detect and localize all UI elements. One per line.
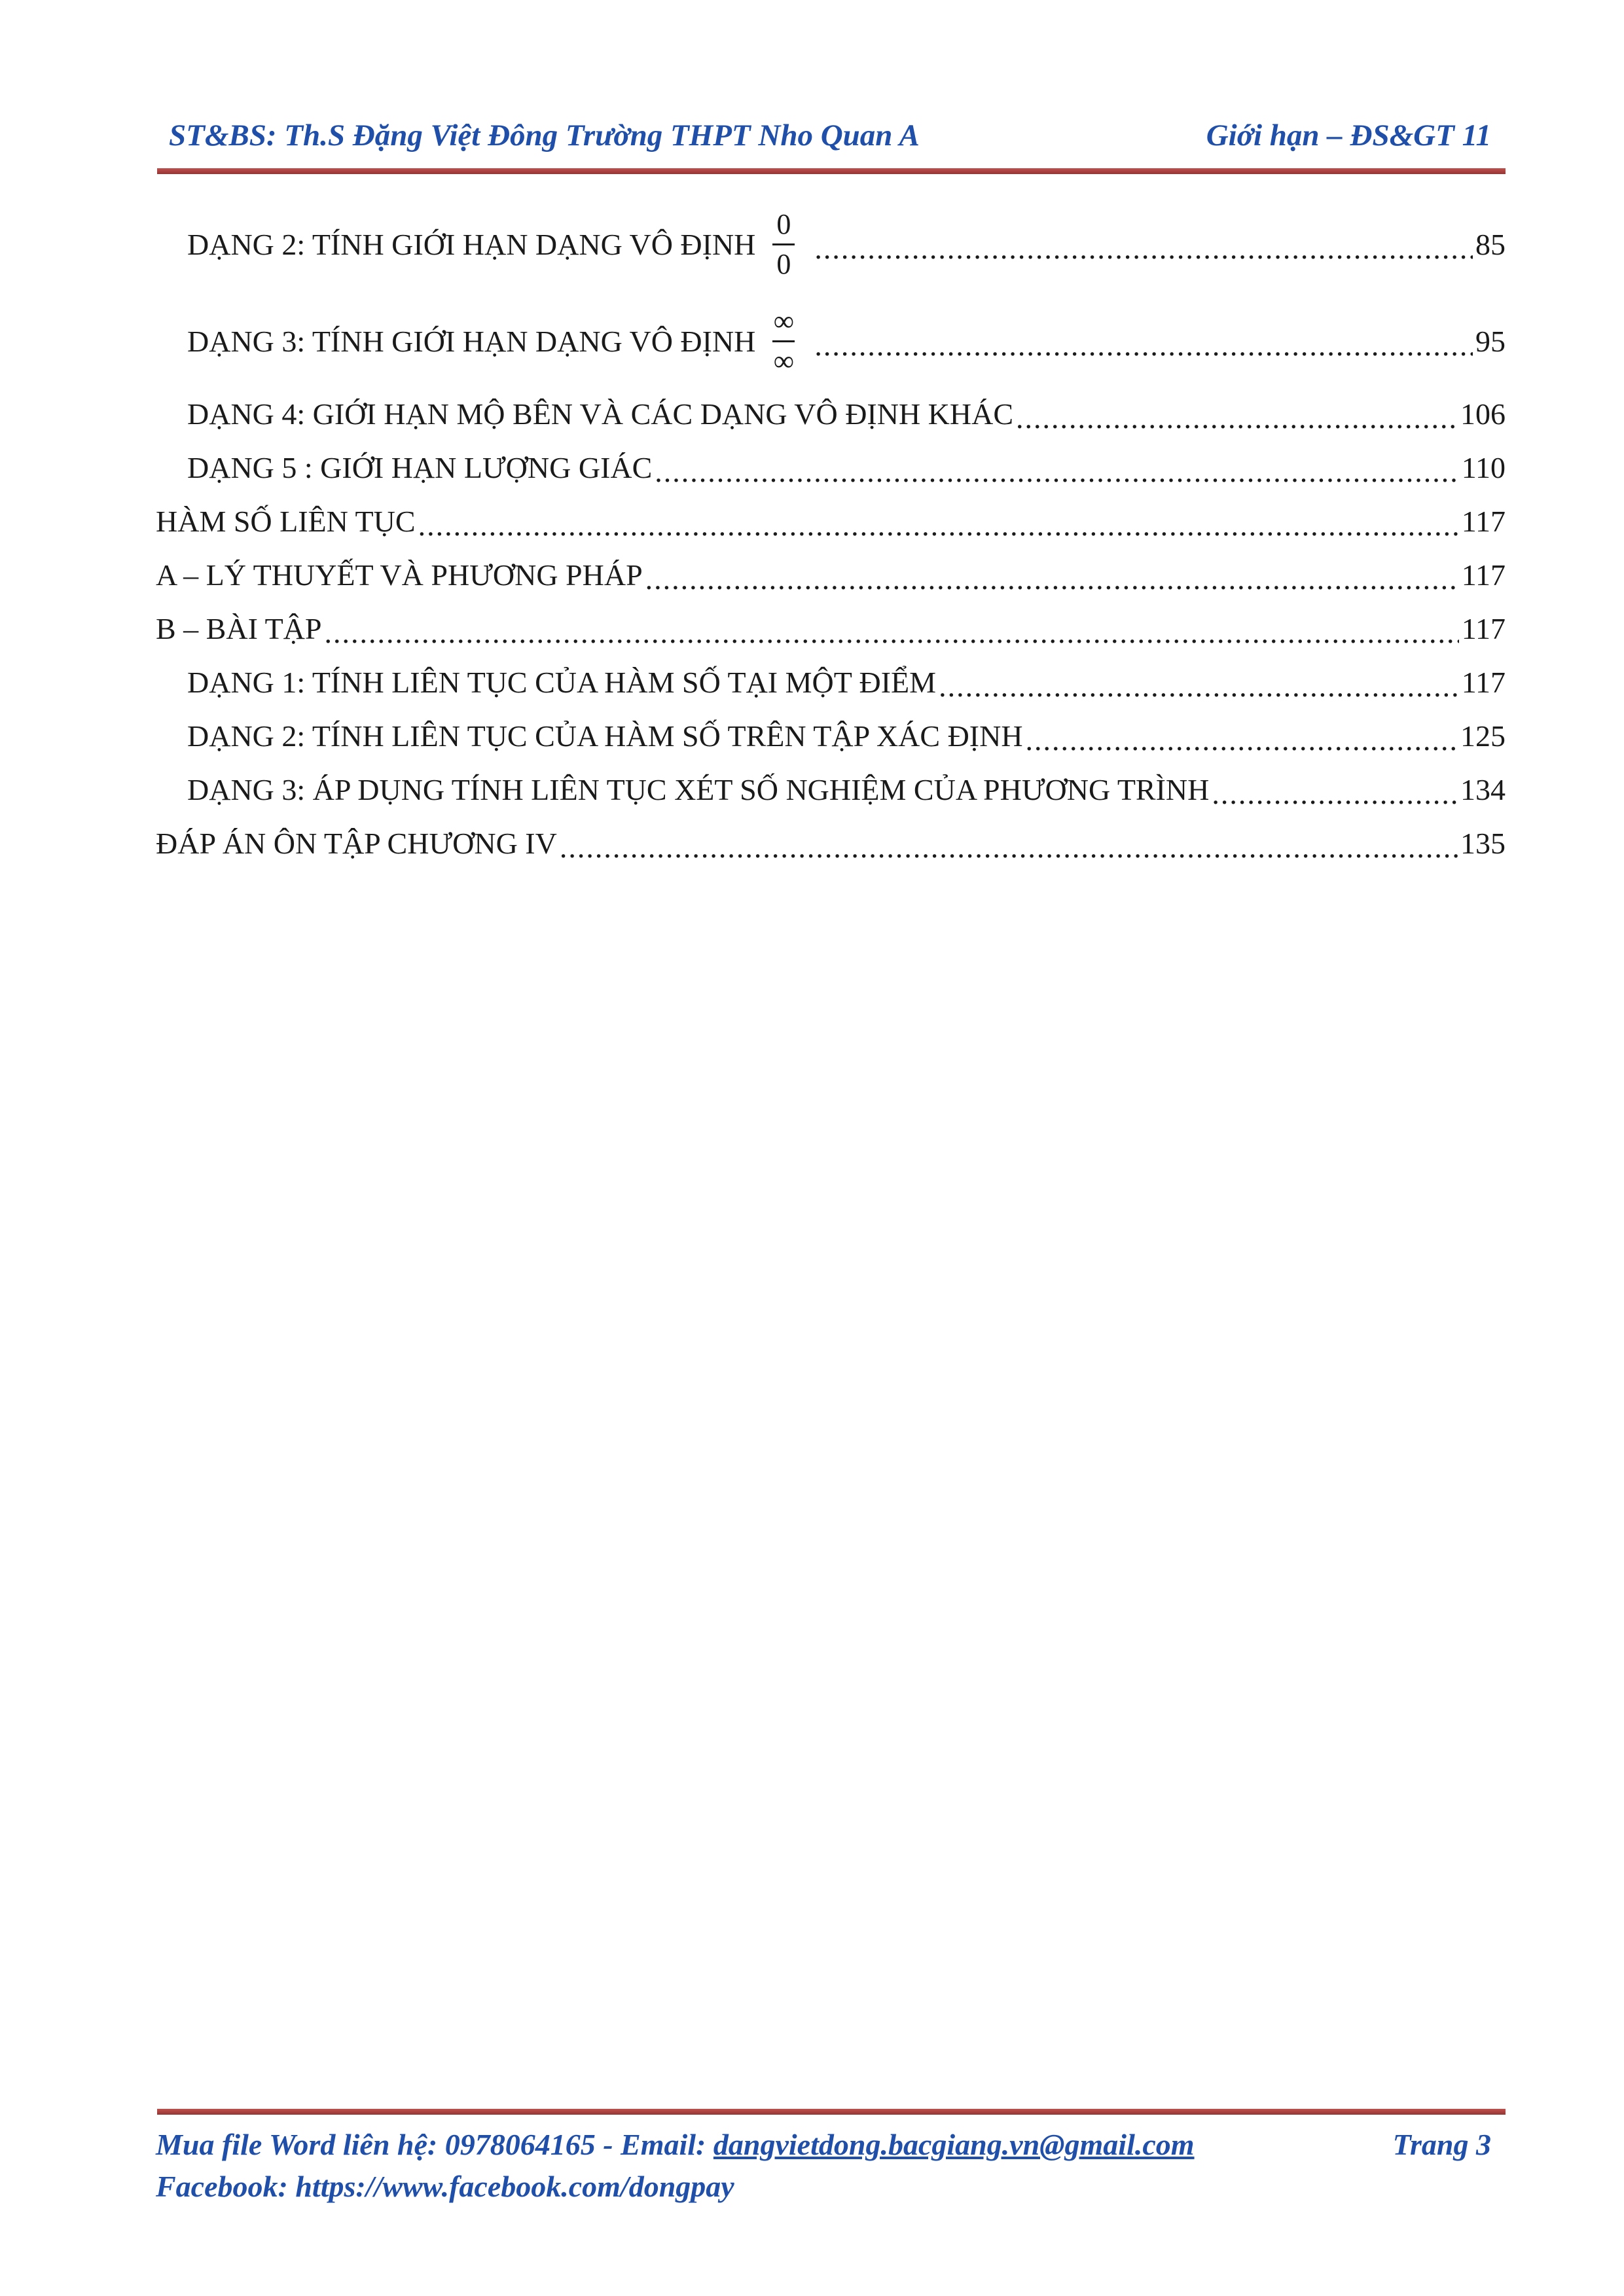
toc-entry[interactable]	[156, 306, 1506, 376]
toc-entry-title: B – BÀI TẬP	[156, 612, 322, 645]
footer-contact-line	[156, 2127, 1491, 2166]
fraction-numerator: 0	[776, 208, 791, 240]
dot-leader	[1026, 725, 1458, 755]
toc-entry-page: 106	[1460, 397, 1506, 431]
header-rule	[157, 168, 1506, 174]
toc-entry-title: DẠNG 2: TÍNH LIÊN TỤC CỦA HÀM SỐ TRÊN TẬP XÁC ĐỊNH	[187, 719, 1023, 753]
email-link[interactable]: dangvietdong.bacgiang.vn@gmail.com	[713, 2128, 1195, 2161]
fraction-denominator: ∞	[773, 345, 795, 378]
toc-entry[interactable]	[156, 399, 1506, 429]
dot-leader	[1016, 403, 1458, 433]
fraction-denominator: 0	[776, 248, 791, 281]
facebook-link[interactable]: Facebook: https://www.facebook.com/dongpay	[156, 2170, 734, 2203]
dot-leader	[814, 331, 1473, 361]
toc-entry[interactable]	[156, 614, 1506, 644]
page-header	[169, 111, 1491, 164]
page-number: Trang 3	[1392, 2128, 1491, 2161]
toc-entry[interactable]	[156, 507, 1506, 537]
toc-entry[interactable]	[156, 829, 1506, 859]
toc-entry-title: DẠNG 4: GIỚI HẠN MỘ BÊN VÀ CÁC DẠNG VÔ ĐỊNH KHÁC	[187, 397, 1014, 431]
toc-entry-page: 85	[1475, 227, 1506, 261]
fraction-symbol	[772, 209, 795, 279]
header-subject: Giới hạn – ĐS&GT 11	[1206, 118, 1491, 152]
toc-entry[interactable]	[156, 668, 1506, 698]
page-footer	[156, 2127, 1491, 2204]
footer-rule	[157, 2109, 1506, 2115]
dot-leader	[324, 618, 1458, 648]
toc-entry-title: DẠNG 3: ÁP DỤNG TÍNH LIÊN TỤC XÉT SỐ NGHIỆM CỦA PHƯƠNG TRÌNH	[187, 773, 1210, 806]
toc-entry[interactable]	[156, 453, 1506, 483]
dot-leader	[939, 672, 1459, 702]
footer-contact	[156, 2127, 1195, 2162]
fraction-numerator: ∞	[773, 305, 795, 337]
toc-entry-page: 134	[1460, 773, 1506, 806]
toc-entry-title: DẠNG 1: TÍNH LIÊN TỤC CỦA HÀM SỐ TẠI MỘT ĐIỂM	[187, 666, 937, 699]
dot-leader	[655, 457, 1458, 487]
dot-leader	[1212, 779, 1458, 809]
header-author-school: ST&BS: Th.S Đặng Việt Đông Trường THPT Nho Quan A	[169, 118, 920, 152]
toc-entry-page: 117	[1461, 558, 1506, 592]
dot-leader	[814, 234, 1473, 264]
footer-contact-text: Mua file Word liên hệ: 0978064165 - Email:	[156, 2128, 713, 2161]
toc-entry-title: DẠNG 3: TÍNH GIỚI HẠN DẠNG VÔ ĐỊNH	[187, 324, 756, 358]
toc-entry-title: DẠNG 2: TÍNH GIỚI HẠN DẠNG VÔ ĐỊNH	[187, 227, 756, 261]
fraction-bar	[772, 243, 795, 245]
toc-entry-page: 117	[1461, 505, 1506, 538]
fraction-bar	[772, 340, 795, 342]
dot-leader	[418, 511, 1459, 541]
toc-entry-page: 117	[1461, 666, 1506, 699]
toc-entry[interactable]	[156, 560, 1506, 590]
toc-entry-title: ĐÁP ÁN ÔN TẬP CHƯƠNG IV	[156, 827, 557, 860]
toc-entry-title: DẠNG 5 : GIỚI HẠN LƯỢNG GIÁC	[187, 451, 653, 484]
dot-leader	[645, 564, 1459, 594]
toc-entry-page: 125	[1460, 719, 1506, 753]
toc-entry-page: 117	[1461, 612, 1506, 645]
fraction-symbol	[772, 306, 795, 376]
toc-entry-title: A – LÝ THUYẾT VÀ PHƯƠNG PHÁP	[156, 558, 643, 592]
toc-entry-page: 135	[1460, 827, 1506, 860]
toc-entry-page: 110	[1461, 451, 1506, 484]
toc-entry[interactable]	[156, 209, 1506, 279]
toc-entry[interactable]	[156, 775, 1506, 805]
toc-entry[interactable]	[156, 721, 1506, 751]
toc-entry-title: HÀM SỐ LIÊN TỤC	[156, 505, 416, 538]
toc-entry-page: 95	[1475, 324, 1506, 358]
dot-leader	[560, 833, 1458, 863]
